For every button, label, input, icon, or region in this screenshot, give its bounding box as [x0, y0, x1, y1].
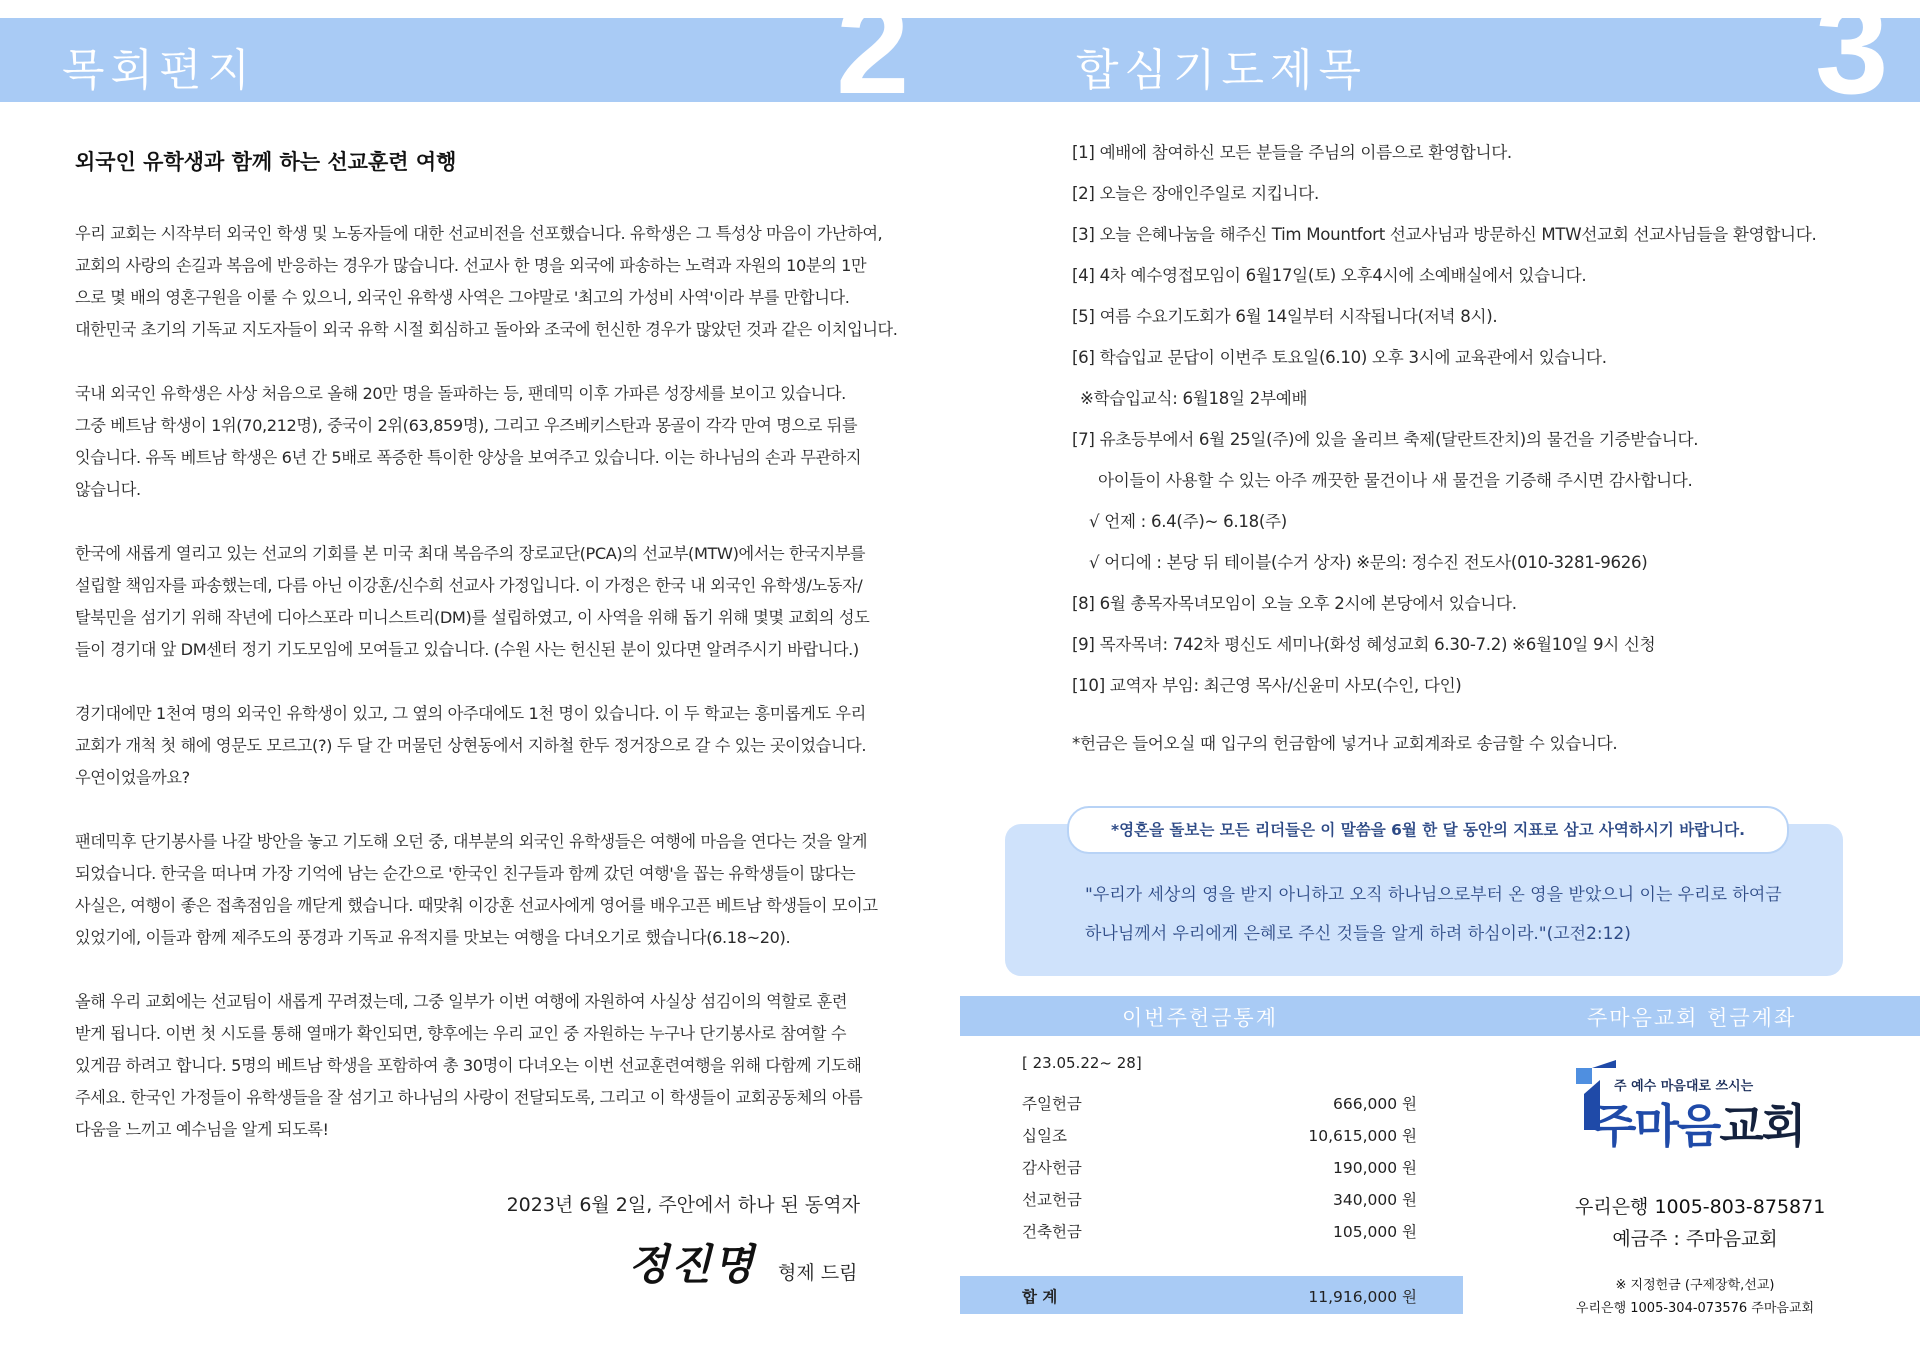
offering-amount: 10,615,000 원 [1308, 1127, 1417, 1145]
right-page-number: 3 [1815, 0, 1889, 121]
letter-paragraph [75, 698, 865, 794]
offering-total-label: 합 계 [1022, 1288, 1058, 1306]
letter-heading: 외국인 유학생과 함께 하는 선교훈련 여행 [75, 150, 457, 174]
prayer-list [1072, 132, 1817, 706]
letter-line: 설립할 책임자를 파송했는데, 다름 아닌 이강훈/신수희 선교사 가정입니다. 이 가정은 한국 내 외국인 유학생/노동자/ [75, 576, 863, 595]
letter-line: 우연이었을까요? [75, 768, 190, 787]
letter-line: 되었습니다. 한국을 떠나며 가장 기억에 남는 순간으로 '한국인 친구들과 함께 갔던 여행'을 꼽는 유학생들이 많다는 [75, 864, 856, 883]
account-title: 주마음교회 헌금계좌 [1587, 1006, 1797, 1030]
scripture-verse [1085, 876, 1782, 954]
prayer-item: [1] 예배에 참여하신 모든 분들을 주님의 이름으로 환영합니다. [1072, 143, 1512, 162]
prayer-item: [9] 목자목녀: 742차 평신도 세미나(화성 혜성교회 6.30-7.2) ※6월10일 9시 신청 [1072, 635, 1656, 654]
letter-line: 다움을 느끼고 예수님을 알게 되도록! [75, 1120, 329, 1139]
scripture-line: 하나님께서 우리에게 은혜로 주신 것들을 알게 하려 하심이라."(고전2:12) [1085, 924, 1631, 944]
letter-line: 대한민국 초기의 기독교 지도자들이 외국 유학 시절 회심하고 돌아와 조국에 헌신한 경우가 많았던 것과 같은 이치입니다. [75, 320, 898, 339]
designated-offering-account: 우리은행 1005-304-073576 주마음교회 [1575, 1301, 1815, 1316]
offering-label: 십일조 [1022, 1127, 1067, 1145]
letter-line: 않습니다. [75, 480, 141, 499]
offering-label: 건축헌금 [1022, 1223, 1082, 1241]
offering-label: 주일헌금 [1022, 1095, 1082, 1113]
letter-paragraph [75, 826, 878, 954]
letter-line: 받게 됩니다. 이번 첫 시도를 통해 열매가 확인되면, 향후에는 우리 교인 중 자원하는 누구나 단기봉사로 참여할 수 [75, 1024, 847, 1043]
letter-line: 들이 경기대 앞 DM센터 정기 기도모임에 모여들고 있습니다. (수원 사는 헌신된 분이 있다면 알려주시기 바랍니다.) [75, 640, 859, 659]
letter-line: 주세요. 한국인 가정들이 유학생들을 잘 섬기고 하나님의 사랑이 전달되도록, 그리고 이 학생들이 교회공동체의 아름 [75, 1088, 863, 1107]
offering-amount: 666,000 원 [1333, 1095, 1417, 1113]
letter-line: 올해 우리 교회에는 선교팀이 새롭게 꾸려졌는데, 그중 일부가 이번 여행에 자원하여 사실상 섬김이의 역할로 훈련 [75, 992, 848, 1011]
letter-line: 있게끔 하려고 합니다. 5명의 베트남 학생을 포함하여 총 30명이 다녀오는 이번 선교훈련여행을 위해 다함께 기도해 [75, 1056, 862, 1075]
prayer-item: [8] 6월 총목자목녀모임이 오늘 오후 2시에 본당에서 있습니다. [1072, 594, 1517, 613]
letter-line: 국내 외국인 유학생은 사상 처음으로 올해 20만 명을 돌파하는 등, 팬데믹 이후 가파른 성장세를 보이고 있습니다. [75, 384, 846, 403]
letter-line: 팬데믹후 단기봉사를 나갈 방안을 놓고 기도해 오던 중, 대부분의 외국인 유학생들은 여행에 마음을 연다는 것을 알게 [75, 832, 868, 851]
letter-line: 우리 교회는 시작부터 외국인 학생 및 노동자들에 대한 선교비전을 선포했습니다. 유학생은 그 특성상 마음이 가난하여, [75, 224, 883, 243]
prayer-item: √ 어디에 : 본당 뒤 테이블(수거 상자) ※문의: 정수진 전도사(010-3281-9626) [1089, 553, 1648, 572]
offering-amount: 190,000 원 [1333, 1159, 1417, 1177]
offering-period: [ 23.05.22~ 28] [1022, 1054, 1142, 1072]
logo-tagline: 주 예수 마음대로 쓰시는 [1614, 1079, 1754, 1094]
prayer-item: [3] 오늘 은혜나눔을 해주신 Tim Mountfort 선교사님과 방문하신 MTW선교회 선교사님들을 환영합니다. [1072, 225, 1817, 244]
logo-name-a: 주마음 [1592, 1099, 1720, 1153]
logo-wordmark [1592, 1090, 1804, 1156]
signature-suffix: 형제 드림 [778, 1262, 858, 1284]
designated-offering-note: ※ 지정헌금 (구제장학,선교) [1615, 1278, 1775, 1293]
prayer-item: [5] 여름 수요기도회가 6월 14일부터 시작됩니다(저녁 8시). [1072, 307, 1498, 326]
letter-line: 탈북민을 섬기기 위해 작년에 디아스포라 미니스트리(DM)를 설립하였고, 이 사역을 위해 돕기 위해 몇몇 교회의 성도 [75, 608, 870, 627]
offering-amount: 105,000 원 [1333, 1223, 1417, 1241]
letter-paragraph [75, 378, 865, 506]
prayer-item: [4] 4차 예수영접모임이 6월17일(토) 오후4시에 소예배실에서 있습니다. [1072, 266, 1587, 285]
prayer-item: [2] 오늘은 장애인주일로 지킵니다. [1072, 184, 1319, 203]
offering-label: 선교헌금 [1022, 1191, 1082, 1209]
letter-paragraph [75, 538, 870, 666]
prayer-item: [7] 유초등부에서 6월 25일(주)에 있을 올리브 축제(달란트잔치)의 물건을 기증받습니다. [1072, 430, 1699, 449]
scripture-line: "우리가 세상의 영을 받지 아니하고 오직 하나님으로부터 온 영을 받았으니 이는 우리로 하여금 [1085, 885, 1782, 905]
scripture-header: *영혼을 돌보는 모든 리더들은 이 말씀을 6월 한 달 동안의 지표로 삼고 사역하시기 바랍니다. [1067, 806, 1789, 854]
letter-paragraph [75, 218, 898, 346]
signature-name: 정진명 [628, 1240, 756, 1289]
letter-line: 있었기에, 이들과 함께 제주도의 풍경과 기독교 유적지를 맛보는 여행을 다녀오기로 했습니다(6.18~20). [75, 928, 791, 947]
offering-stats-title: 이번주헌금통계 [1122, 1006, 1279, 1030]
offering-amount: 340,000 원 [1333, 1191, 1417, 1209]
left-page-number: 2 [836, 0, 910, 121]
signature-date-line: 2023년 6월 2일, 주안에서 하나 된 동역자 [506, 1194, 860, 1216]
left-page-title: 목회편지 [62, 45, 257, 96]
offering-total-amount: 11,916,000 원 [1308, 1288, 1417, 1306]
logo-name-b: 교회 [1719, 1099, 1805, 1153]
letter-line: 잇습니다. 유독 베트남 학생은 6년 간 5배로 폭증한 특이한 양상을 보여주고 있습니다. 이는 하나님의 손과 무관하지 [75, 448, 862, 467]
prayer-item: 아이들이 사용할 수 있는 아주 깨끗한 물건이나 새 물건을 기증해 주시면 감사합니다. [1098, 471, 1693, 490]
right-page-title: 합심기도제목 [1076, 45, 1368, 96]
account-holder: 예금주 : 주마음교회 [1612, 1228, 1778, 1250]
letter-line: 경기대에만 1천여 명의 외국인 유학생이 있고, 그 옆의 아주대에도 1천 명이 있습니다. 이 두 학교는 흥미롭게도 우리 [75, 704, 866, 723]
offering-label: 감사헌금 [1022, 1159, 1082, 1177]
bank-account: 우리은행 1005-803-875871 [1575, 1196, 1826, 1218]
prayer-item: [10] 교역자 부임: 최근영 목사/신윤미 사모(수인, 다인) [1072, 676, 1462, 695]
letter-paragraph [75, 986, 865, 1146]
letter-line: 그중 베트남 학생이 1위(70,212명), 중국이 2위(63,859명), 그리고 우즈베키스탄과 몽골이 각각 만여 명으로 뒤를 [75, 416, 858, 435]
letter-line: 교회가 개척 첫 해에 영문도 모르고(?) 두 달 간 머물던 상현동에서 지하철 한두 정거장으로 갈 수 있는 곳이었습니다. [75, 736, 867, 755]
letter-line: 교회의 사랑의 손길과 복음에 반응하는 경우가 많습니다. 선교사 한 명을 외국에 파송하는 노력과 자원의 10분의 1만 [75, 256, 867, 275]
prayer-item: ※학습입교식: 6월18일 2부예배 [1080, 389, 1308, 408]
prayer-item: √ 언제 : 6.4(주)~ 6.18(주) [1089, 512, 1287, 531]
letter-line: 한국에 새롭게 열리고 있는 선교의 기회를 본 미국 최대 복음주의 장로교단(PCA)의 선교부(MTW)에서는 한국지부를 [75, 544, 866, 563]
prayer-item: [6] 학습입교 문답이 이번주 토요일(6.10) 오후 3시에 교육관에서 있습니다. [1072, 348, 1607, 367]
letter-line: 사실은, 여행이 좋은 접촉점임을 깨닫게 했습니다. 때맞춰 이강훈 선교사에게 영어를 배우고픈 베트남 학생들이 모이고 [75, 896, 878, 915]
offering-note: *헌금은 들어오실 때 입구의 헌금함에 넣거나 교회계좌로 송금할 수 있습니다. [1072, 734, 1618, 753]
letter-line: 으로 몇 배의 영혼구원을 이룰 수 있으니, 외국인 유학생 사역은 그야말로 '최고의 가성비 사역'이라 부를 만합니다. [75, 288, 850, 307]
